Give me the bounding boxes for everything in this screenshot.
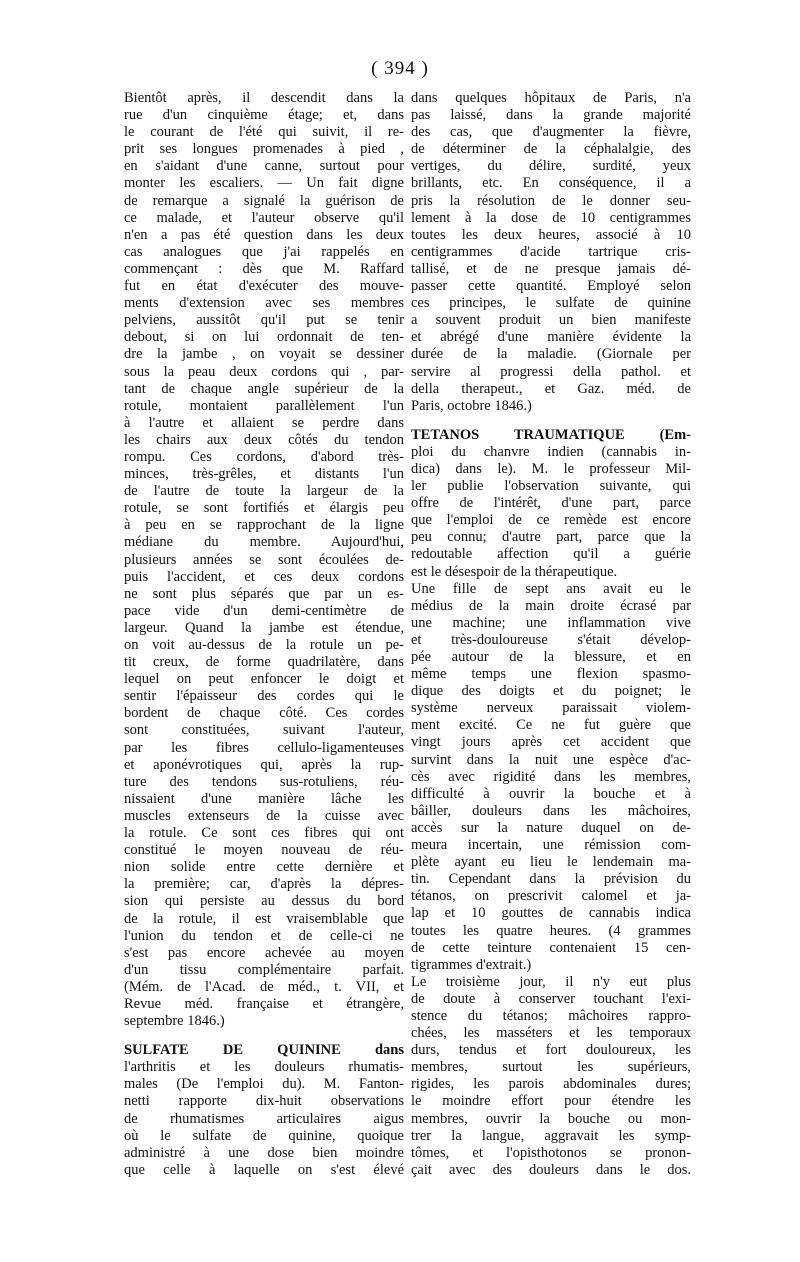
text-line: de rhumatismes articulaires aigus bbox=[124, 1110, 404, 1127]
text-line: les chairs aux deux côtés du tendon bbox=[124, 431, 404, 448]
text-line: pée autour de la blessure, et en bbox=[411, 649, 691, 665]
text-line: membres, surtout les supérieurs, bbox=[411, 1059, 691, 1076]
text-line: brillants, etc. En conséquence, il a bbox=[411, 175, 691, 192]
paragraph-tetanos-third-day bbox=[411, 974, 691, 1179]
text-line: plète ayant eu lieu le lendemain ma- bbox=[411, 854, 691, 871]
text-line: (Mém. de l'Acad. de méd., t. VII, et bbox=[124, 978, 404, 995]
text-line: médius de la main droite écrasé par bbox=[411, 597, 691, 614]
text-line: constitué le moyen nouveau de réu- bbox=[124, 842, 404, 859]
text-line: médiane du membre. Aujourd'hui, bbox=[124, 534, 404, 551]
text-line: on voit au-dessus de la rotule un pe- bbox=[124, 637, 404, 653]
left-column bbox=[124, 90, 404, 1179]
text-line: servire al progressi della pathol. et bbox=[411, 363, 691, 380]
text-line: toutes les deux heures, associé à 10 bbox=[411, 226, 691, 243]
text-line: des cas, que d'augmenter la fièvre, bbox=[411, 124, 691, 141]
text-line: monter les escaliers. — Un fait digne bbox=[124, 175, 404, 192]
text-line: rompu. Ces cordons, d'abord très- bbox=[124, 448, 404, 465]
text-line: de déterminer de la céphalalgie, des bbox=[411, 141, 691, 158]
section-gap bbox=[124, 1030, 404, 1042]
text-line: une machine; une inflammation vive bbox=[411, 614, 691, 631]
text-line: que l'emploi de ce remède est encore bbox=[411, 512, 691, 529]
text-line: tigrammes d'extrait.) bbox=[411, 956, 532, 973]
text-line: de l'autre de toute la largeur de la bbox=[124, 483, 404, 500]
text-line: et aponévrotiques qui, après la rup- bbox=[124, 756, 404, 773]
text-line: ments d'extension avec ses membres bbox=[124, 295, 404, 312]
text-line: pelviens, aussitôt qu'il put se tenir bbox=[124, 312, 404, 329]
text-line: ploi du chanvre indien (cannabis in- bbox=[411, 443, 691, 460]
text-line: ture des tendons sus-rotuliens, réu- bbox=[124, 773, 404, 790]
text-line: tômes, et l'opisthotonos se pronon- bbox=[411, 1144, 691, 1161]
text-line: muscles extenseurs de la cuisse avec bbox=[124, 807, 404, 824]
text-line: toutes les quatre heures. (4 grammes bbox=[411, 922, 691, 939]
text-line: l'arthritis et les douleurs rhumatis- bbox=[124, 1059, 404, 1076]
text-line: système nerveux paraissait violem- bbox=[411, 700, 691, 717]
text-line: rue d'un cinquième étage; et, dans bbox=[124, 107, 404, 124]
text-line: accès sur la nature duquel on de- bbox=[411, 819, 691, 836]
text-line: cas analogues que j'ai rappelés en bbox=[124, 243, 404, 260]
text-line: ler publie l'observation suivante, qui bbox=[411, 478, 691, 495]
text-line: a souvent produit un bien manifeste bbox=[411, 312, 691, 329]
text-line: dique des doigts et du poignet; le bbox=[411, 683, 691, 700]
text-line: durée de la maladie. (Giornale per bbox=[411, 346, 691, 363]
text-line: peu connu; d'autre part, parce que la bbox=[411, 529, 691, 546]
text-line: nissaient d'une manière lâche les bbox=[124, 790, 404, 807]
text-line: survint dans la nuit une espèce d'ac- bbox=[411, 751, 691, 768]
text-line: stence du tétanos; mâchoires rappro- bbox=[411, 1007, 691, 1024]
text-line: la rotule. Ce sont ces fibres qui ont bbox=[124, 825, 404, 842]
text-line: où le sulfate de quinine, quoique bbox=[124, 1127, 404, 1144]
paragraph-tetanos-case bbox=[411, 581, 691, 974]
text-line: Une fille de sept ans avait eu le bbox=[411, 580, 691, 597]
text-line: lequel on peut enfoncer le doigt et bbox=[124, 671, 404, 688]
page-number: ( 394 ) bbox=[371, 58, 429, 79]
text-line: en s'aidant d'une canne, surtout pour bbox=[124, 158, 404, 175]
text-line: tétanos, on prescrivit calomel et ja- bbox=[411, 888, 691, 905]
text-line: ces principes, le sulfate de quinine bbox=[411, 295, 691, 312]
text-line: rigides, les parois abdominales dures; bbox=[411, 1076, 691, 1093]
text-line: le courant de l'été qui suivit, il re- bbox=[124, 124, 404, 141]
text-line: dans quelques hôpitaux de Paris, n'a bbox=[411, 90, 691, 106]
text-line: commençant : dès que M. Raffard bbox=[124, 260, 404, 277]
right-column bbox=[411, 90, 691, 1179]
text-line: la première; car, d'après la dépres- bbox=[124, 876, 404, 893]
text-line: sous la peau deux cordons qui , par- bbox=[124, 363, 404, 380]
text-line: sentir l'épaisseur des cordes qui le bbox=[124, 688, 404, 705]
text-line: ment excité. Ce ne fut guère que bbox=[411, 717, 691, 734]
text-line: pas laissé, dans la grande majorité bbox=[411, 107, 691, 124]
text-line: dre la jambe , on voyait se dessiner bbox=[124, 346, 404, 363]
text-line: ne sont plus séparés que par un es- bbox=[124, 585, 404, 602]
text-line: même temps une flexion spasmo- bbox=[411, 666, 691, 683]
text-line: puis l'accident, et ces deux cordons bbox=[124, 568, 404, 585]
text-line: della therapeut., et Gaz. méd. de bbox=[411, 380, 691, 397]
text-line: nion solide entre cette dernière et bbox=[124, 859, 404, 876]
text-line: plusieurs années se sont écoulées de- bbox=[124, 551, 404, 568]
text-line: chées, les masséters et les temporaux bbox=[411, 1025, 691, 1042]
text-line: Revue méd. française et étrangère, bbox=[124, 995, 404, 1012]
text-line: à peu en se rapprochant de la ligne bbox=[124, 517, 404, 534]
text-line: sion qui persiste au dessus du bord bbox=[124, 893, 404, 910]
text-line: par les fibres cellulo-ligamenteuses bbox=[124, 739, 404, 756]
text-line: rotule, se sont fortifiés et élargis peu bbox=[124, 500, 404, 517]
paragraph-tetanos-intro bbox=[411, 444, 691, 581]
text-line: s'est pas encore achevée au moyen bbox=[124, 944, 404, 961]
text-line: redoutable affection qu'il a guérie bbox=[411, 546, 691, 563]
text-line: de remarque a signalé la guérison de bbox=[124, 192, 404, 209]
text-line: et très-douloureuse s'était dévelop- bbox=[411, 631, 691, 648]
text-line: lap et 10 gouttes de cannabis indica bbox=[411, 905, 691, 922]
text-line: à l'autre et allaient se perdre dans bbox=[124, 414, 404, 431]
text-line: males (De l'emploi du). M. Fanton- bbox=[124, 1076, 404, 1093]
text-line: septembre 1846.) bbox=[124, 1013, 225, 1030]
text-line: cès avec rigidité dans les membres, bbox=[411, 768, 691, 785]
text-line: pris la résolution de le donner seu- bbox=[411, 192, 691, 209]
text-line: lement à la dose de 10 centigrammes bbox=[411, 209, 691, 226]
text-line: Bientôt après, il descendit dans la bbox=[124, 90, 404, 106]
text-line: difficulté à ouvrir la bouche et à bbox=[411, 785, 691, 802]
text-line: passer cette quantité. Employé selon bbox=[411, 278, 691, 295]
section-gap bbox=[411, 415, 691, 427]
text-line: vingt jours après cet accident que bbox=[411, 734, 691, 751]
text-line: ce malade, et l'auteur observe qu'il bbox=[124, 209, 404, 226]
text-line: tant de chaque angle supérieur de la bbox=[124, 380, 404, 397]
section-heading-sulfate-quinine: SULFATE DE QUININE dans bbox=[124, 1042, 404, 1059]
text-line: bâiller, douleurs dans les mâchoires, bbox=[411, 802, 691, 819]
text-line: pace vide d'un demi-centimètre de bbox=[124, 602, 404, 619]
text-line: Paris, octobre 1846.) bbox=[411, 397, 532, 414]
text-line: membres, ouvrir la bouche ou mon- bbox=[411, 1110, 691, 1127]
text-line: tin. Cependant dans la prévision du bbox=[411, 871, 691, 888]
section-heading-tetanos: TETANOS TRAUMATIQUE (Em- bbox=[411, 426, 691, 443]
text-line: meura incertain, une rémission com- bbox=[411, 837, 691, 854]
text-line: administré à une dose bien moindre bbox=[124, 1144, 404, 1161]
text-line: fut en état d'exécuter des mouve- bbox=[124, 278, 404, 295]
text-line: dica) dans le). M. le professeur Mil- bbox=[411, 460, 691, 477]
text-line: d'un tissu complémentaire parfait. bbox=[124, 961, 404, 978]
text-line: durs, tendus et fort douloureux, les bbox=[411, 1042, 691, 1059]
text-line: prit ses longues promenades à pied , bbox=[124, 141, 404, 158]
text-line: n'en a pas été question dans les deux bbox=[124, 226, 404, 243]
text-line: minces, très-grêles, et distants l'un bbox=[124, 466, 404, 483]
text-line: est le désespoir de la thérapeutique. bbox=[411, 563, 618, 580]
text-line: et abrégé d'une manière évidente la bbox=[411, 329, 691, 346]
text-line: offre de l'intérêt, d'une part, parce bbox=[411, 495, 691, 512]
text-line: de doute à conserver touchant l'exi- bbox=[411, 990, 691, 1007]
text-line: centigrammes d'acide tartrique cris- bbox=[411, 243, 691, 260]
text-line: rotule, montaient parallèlement l'un bbox=[124, 397, 404, 414]
text-line: tallisé, et de ne presque jamais dé- bbox=[411, 260, 691, 277]
text-line: Le troisième jour, il n'y eut plus bbox=[411, 973, 691, 990]
text-line: debout, si on lui ordonnait de ten- bbox=[124, 329, 404, 346]
text-line: l'union du tendon et de celle-ci ne bbox=[124, 927, 404, 944]
paragraph-sulfate-continued bbox=[411, 90, 691, 415]
text-line: vertiges, du délire, surdité, yeux bbox=[411, 158, 691, 175]
text-line: trer la langue, aggravait les symp- bbox=[411, 1127, 691, 1144]
text-line: bordent de chaque côté. Ces cordes bbox=[124, 705, 404, 722]
text-line: sont constituées, suivant l'auteur, bbox=[124, 722, 404, 739]
paragraph-sulfate-quinine bbox=[124, 1059, 404, 1179]
paragraph-raffard bbox=[124, 90, 404, 1030]
text-line: que celle à laquelle on s'est élevé bbox=[124, 1161, 404, 1178]
text-line: tit creux, de forme quadrilatère, dans bbox=[124, 654, 404, 671]
text-line: largeur. Quand la jambe est étendue, bbox=[124, 619, 404, 636]
text-line: netti rapporte dix-huit observations bbox=[124, 1093, 404, 1110]
text-line: le moindre effort pour étendre les bbox=[411, 1093, 691, 1110]
text-line: de la rotule, il est vraisemblable que bbox=[124, 910, 404, 927]
text-line: çait avec des douleurs dans le dos. bbox=[411, 1161, 691, 1178]
text-line: de cette teinture contenaient 15 cen- bbox=[411, 939, 691, 956]
